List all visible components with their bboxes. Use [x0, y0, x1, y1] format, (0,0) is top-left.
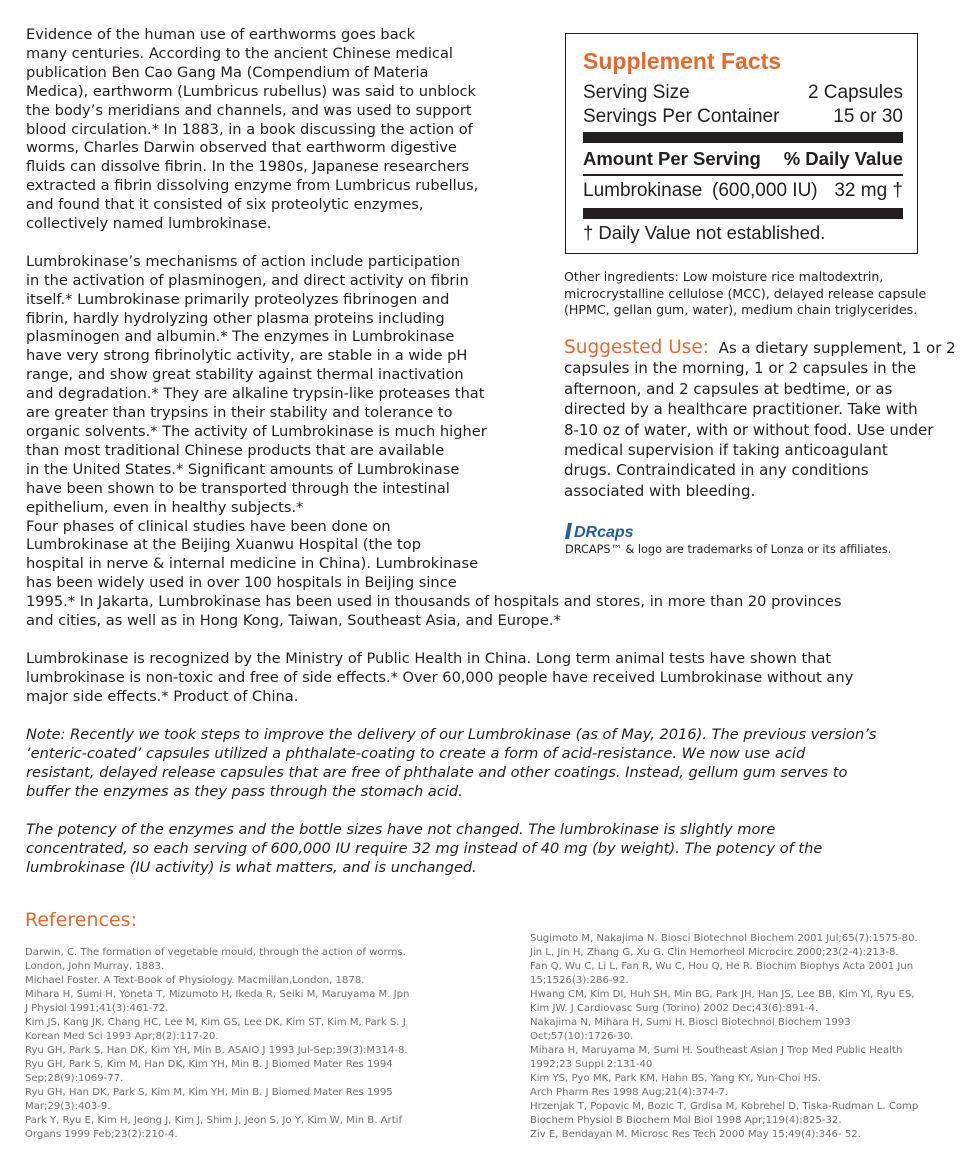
text-line: Lumbrokinase’s mechanisms of action include participation — [26, 252, 461, 270]
ingredient-amount: 32 mg † — [834, 180, 903, 201]
reference-line: Darwin, C. The formation of vegetable mould, through the action of worms. — [25, 947, 406, 958]
text-line: lumbrokinase (IU activity) is what matters, and is unchanged. — [26, 858, 477, 876]
intro-column — [26, 26, 526, 593]
text-line: lumbrokinase is non-toxic and free of side effects.* Over 60,000 people have received Lumbrokinase without any — [26, 668, 854, 686]
text-line: organic solvents.* The activity of Lumbrokinase is much higher — [26, 423, 487, 441]
text-line: microcrystalline cellulose (MCC), delayed release capsule — [564, 285, 927, 301]
ingredient-name: Lumbrokinase — [583, 180, 703, 201]
text-line: and degradation.* They are alkaline trypsin-like proteases that — [26, 385, 485, 403]
text-line: than most traditional Chinese products that are available — [26, 441, 445, 459]
text-line: capsules in the morning, 1 or 2 capsules in the — [564, 359, 917, 378]
drcaps-trademark: DRCAPS™ & logo are trademarks of Lonza or its affiliates. — [565, 543, 892, 556]
mechanism-paragraph — [26, 253, 526, 593]
history-paragraph — [26, 26, 526, 234]
text-line: many centuries. According to the ancient Chinese medical — [26, 44, 453, 62]
reference-line: Jin L, Jin H, Zhang G, Xu G. Clin Hemorheol Microcirc 2000;23(2-4):213-8. — [530, 947, 899, 958]
text-line: buffer the enzymes as they pass through the stomach acid. — [26, 782, 463, 800]
servings-label: Servings Per Container — [583, 106, 780, 127]
text-line: and cities, as well as in Hong Kong, Taiwan, Southeast Asia, and Europe.* — [26, 611, 561, 629]
reference-line: Hwang CM, Kim DI, Huh SH, Min BG, Park JH, Han JS, Lee BB, Kim YI, Ryu ES, — [530, 989, 915, 1000]
text-line: has been widely used in over 100 hospitals in Beijing since — [26, 574, 457, 592]
text-line: in the United States.* Significant amounts of Lumbrokinase — [26, 460, 460, 478]
text-line: collectively named lumbrokinase. — [26, 215, 272, 233]
text-line: worms, Charles Darwin observed that earthworm digestive — [26, 139, 457, 157]
text-line: 8-10 oz of water, with or without food. Use under — [564, 420, 934, 439]
ingredient-row — [583, 180, 903, 202]
facts-divider-thick — [583, 132, 903, 143]
facts-title: Supplement Facts — [583, 48, 782, 74]
text-line: medical supervision if taking anticoagulant — [564, 441, 888, 460]
references-title: References: — [25, 909, 137, 931]
reference-line: Michael Foster. A Text-Book of Physiology. Macmillan,London, 1878. — [25, 975, 365, 986]
reference-line: Ryu GH, Park S, Kim M, Han DK, Kim YH, Min B. J Biomed Mater Res 1994 — [25, 1059, 393, 1070]
text-line: itself.* Lumbrokinase primarily proteolyzes fibrinogen and — [26, 290, 450, 308]
text-line: have been shown to be transported through the intestinal — [26, 479, 450, 497]
text-line: concentrated, so each serving of 600,000 IU require 32 mg instead of 40 mg (by weight). The potency of the — [26, 839, 823, 857]
clinical-continuation — [26, 593, 956, 631]
text-line: Medica), earthworm (Lumbricus rubellus) was said to unblock — [26, 82, 476, 100]
text-line: associated with bleeding. — [564, 481, 756, 500]
reference-line: Mar;29(3):403-9. — [25, 1101, 111, 1112]
amount-per-serving-label: Amount Per Serving — [583, 148, 761, 169]
text-line: publication Ben Cao Gang Ma (Compendium of Materia — [26, 63, 429, 81]
text-line: fluids can dissolve fibrin. In the 1980s, Japanese researchers — [26, 158, 470, 176]
amount-header-row — [583, 148, 903, 170]
servings-per-container-row — [583, 106, 903, 128]
daily-value-label: % Daily Value — [783, 148, 903, 169]
supplement-facts-panel — [565, 33, 918, 254]
text-line: range, and show great stability against thermal inactivation — [26, 366, 464, 384]
text-line: afternoon, and 2 capsules at bedtime, or as — [564, 379, 893, 398]
reference-line: Kim JW. J Cardiovasc Surg (Torino) 2002 Dec;43(6):891-4. — [530, 1003, 819, 1014]
drcaps-logo — [565, 521, 665, 541]
text-line: Other ingredients: Low moisture rice maltodextrin, — [564, 269, 884, 284]
serving-size-row — [583, 82, 903, 104]
text-line: resistant, delayed release capsules that are free of phthalate and other coatings. Instead, gellum gum serves to — [26, 763, 848, 781]
text-line: in the activation of plasminogen, and direct activity on fibrin — [26, 271, 469, 289]
reference-line: Korean Med Sci 1993 Apr;8(2):117-20. — [25, 1031, 219, 1042]
references-left — [25, 946, 495, 1142]
reference-line: 1992;23 Suppl 2:131-40 — [530, 1059, 653, 1070]
reference-line: Ryu GH, Park S, Han DK, Kim YH, Min B. ASAIO J 1993 Jul-Sep;39(3):M314-8. — [25, 1045, 408, 1056]
reference-line: Park Y, Ryu E, Kim H, Jeong J, Kim J, Shim J, Jeon S, Jo Y, Kim W, Min B. Artif — [25, 1115, 403, 1126]
reference-line: Hrzenjak T, Popovic M, Bozic T, Grdisa M, Kobrehel D, Tiska-Rudman L. Comp — [530, 1101, 919, 1112]
text-line: blood circulation.* In 1883, in a book discussing the action of — [26, 120, 473, 138]
potency-note — [26, 821, 956, 878]
text-line: Note: Recently we took steps to improve the delivery of our Lumbrokinase (as of May, 2016). The previous version’s — [26, 726, 877, 743]
reference-line: J Physiol 1991;41(3):461-72. — [25, 1003, 169, 1014]
reference-line: Mihara H, Maruyama M, Sumi H. Southeast Asian J Trop Med Public Health — [530, 1045, 903, 1056]
servings-value: 15 or 30 — [833, 106, 903, 127]
text-line: major side effects.* Product of China. — [26, 687, 299, 705]
text-line: the body’s meridians and channels, and was used to support — [26, 101, 472, 119]
reference-line: Kim YS, Pyo MK, Park KM, Hahn BS, Yang KY, Yun-Choi HS. — [530, 1073, 821, 1084]
reference-line: London, John Murray, 1883. — [25, 961, 165, 972]
reference-line: Biochem Physiol B Biochem Mol Biol 1998 Apr;119(4):825-32. — [530, 1115, 842, 1126]
reference-line: Oct;57(10):1726-30. — [530, 1031, 634, 1042]
facts-divider-thin — [583, 174, 903, 176]
recognition-paragraph — [26, 650, 956, 707]
reference-line: Organs 1999 Feb;23(2):210-4. — [25, 1129, 178, 1140]
text-line: extracted a fibrin dissolving enzyme from Lumbricus rubellus, — [26, 177, 479, 195]
text-line: (HPMC, gellan gum, water), medium chain triglycerides. — [564, 302, 918, 317]
text-line: Lumbrokinase at the Beijing Xuanwu Hospital (the top — [26, 536, 421, 554]
reference-line: Sugimoto M, Nakajima N. Biosci Biotechnol Biochem 2001 Jul;65(7):1575-80. — [530, 933, 918, 944]
drcaps-logo-text: DRcaps — [574, 524, 634, 541]
text-line: and found that it consisted of six proteolytic enzymes, — [26, 196, 424, 214]
text-line: epithelium, even in healthy subjects.* — [26, 498, 304, 516]
reference-line: 15;1526(3):286-92. — [530, 975, 629, 986]
facts-divider-thick — [583, 208, 903, 219]
text-line: As a dietary supplement, 1 or 2 — [718, 339, 956, 357]
reference-line: Sep;28(9):1069-77. — [25, 1073, 124, 1084]
delivery-note — [26, 726, 956, 802]
serving-size-label: Serving Size — [583, 82, 690, 103]
suggested-use-heading: Suggested Use: — [564, 337, 710, 358]
reference-line: Kim JS, Kang JK, Chang HC, Lee M, Kim GS, Lee DK, Kim ST, Kim M, Park S. J — [25, 1017, 406, 1028]
references-right — [530, 932, 970, 1142]
other-ingredients — [564, 269, 974, 319]
text-line: ‘enteric-coated’ capsules utilized a phthalate-coating to create a form of acid-resistance. We now use acid — [26, 744, 806, 762]
text-line: Lumbrokinase is recognized by the Ministry of Public Health in China. Long term animal tests have shown that — [26, 650, 832, 667]
text-line: drugs. Contraindicated in any conditions — [564, 461, 869, 480]
reference-line: Ryu GH, Han DK, Park S, Kim M, Kim YH, Min B. J Biomed Mater Res 1995 — [25, 1087, 393, 1098]
text-line: The potency of the enzymes and the bottle sizes have not changed. The lumbrokinase is slightly more — [26, 821, 776, 838]
reference-line: Nakajima N, Mihara H, Sumi H. Biosci Biotechnol Biochem 1993 — [530, 1017, 851, 1028]
suggested-use — [564, 338, 974, 501]
text-line: hospital in nerve & internal medicine in China). Lumbrokinase — [26, 555, 479, 573]
text-line: Four phases of clinical studies have been done on — [26, 517, 391, 535]
serving-size-value: 2 Capsules — [807, 82, 903, 103]
reference-line: Arch Pharm Res 1998 Aug;21(4):374-7. — [530, 1087, 728, 1098]
text-line: plasminogen and albumin.* The enzymes in Lumbrokinase — [26, 328, 455, 346]
reference-line: Mihara H, Sumi H, Yoneta T, Mizumoto H, Ikeda R, Seiki M, Maruyama M. Jpn — [25, 989, 410, 1000]
reference-line: Fan Q, Wu C, Li L, Fan R, Wu C, Hou Q, He R. Biochim Biophys Acta 2001 Jun — [530, 961, 914, 972]
facts-footnote: † Daily Value not established. — [583, 222, 826, 243]
text-line: are greater than trypsins in their stability and tolerance to — [26, 404, 453, 422]
reference-line: Ziv E, Bendayan M. Microsc Res Tech 2000 May 15;49(4):346- 52. — [530, 1129, 861, 1140]
text-line: fibrin, hardly hydrolyzing other plasma proteins including — [26, 309, 445, 327]
ingredient-iu: (600,000 IU) — [712, 180, 818, 201]
text-line: directed by a healthcare practitioner. Take with — [564, 400, 918, 419]
text-line: Evidence of the human use of earthworms goes back — [26, 26, 416, 43]
text-line: 1995.* In Jakarta, Lumbrokinase has been used in thousands of hospitals and stores, in more than 20 provinces — [26, 593, 842, 610]
text-line: have very strong fibrinolytic activity, are stable in a wide pH — [26, 347, 468, 365]
